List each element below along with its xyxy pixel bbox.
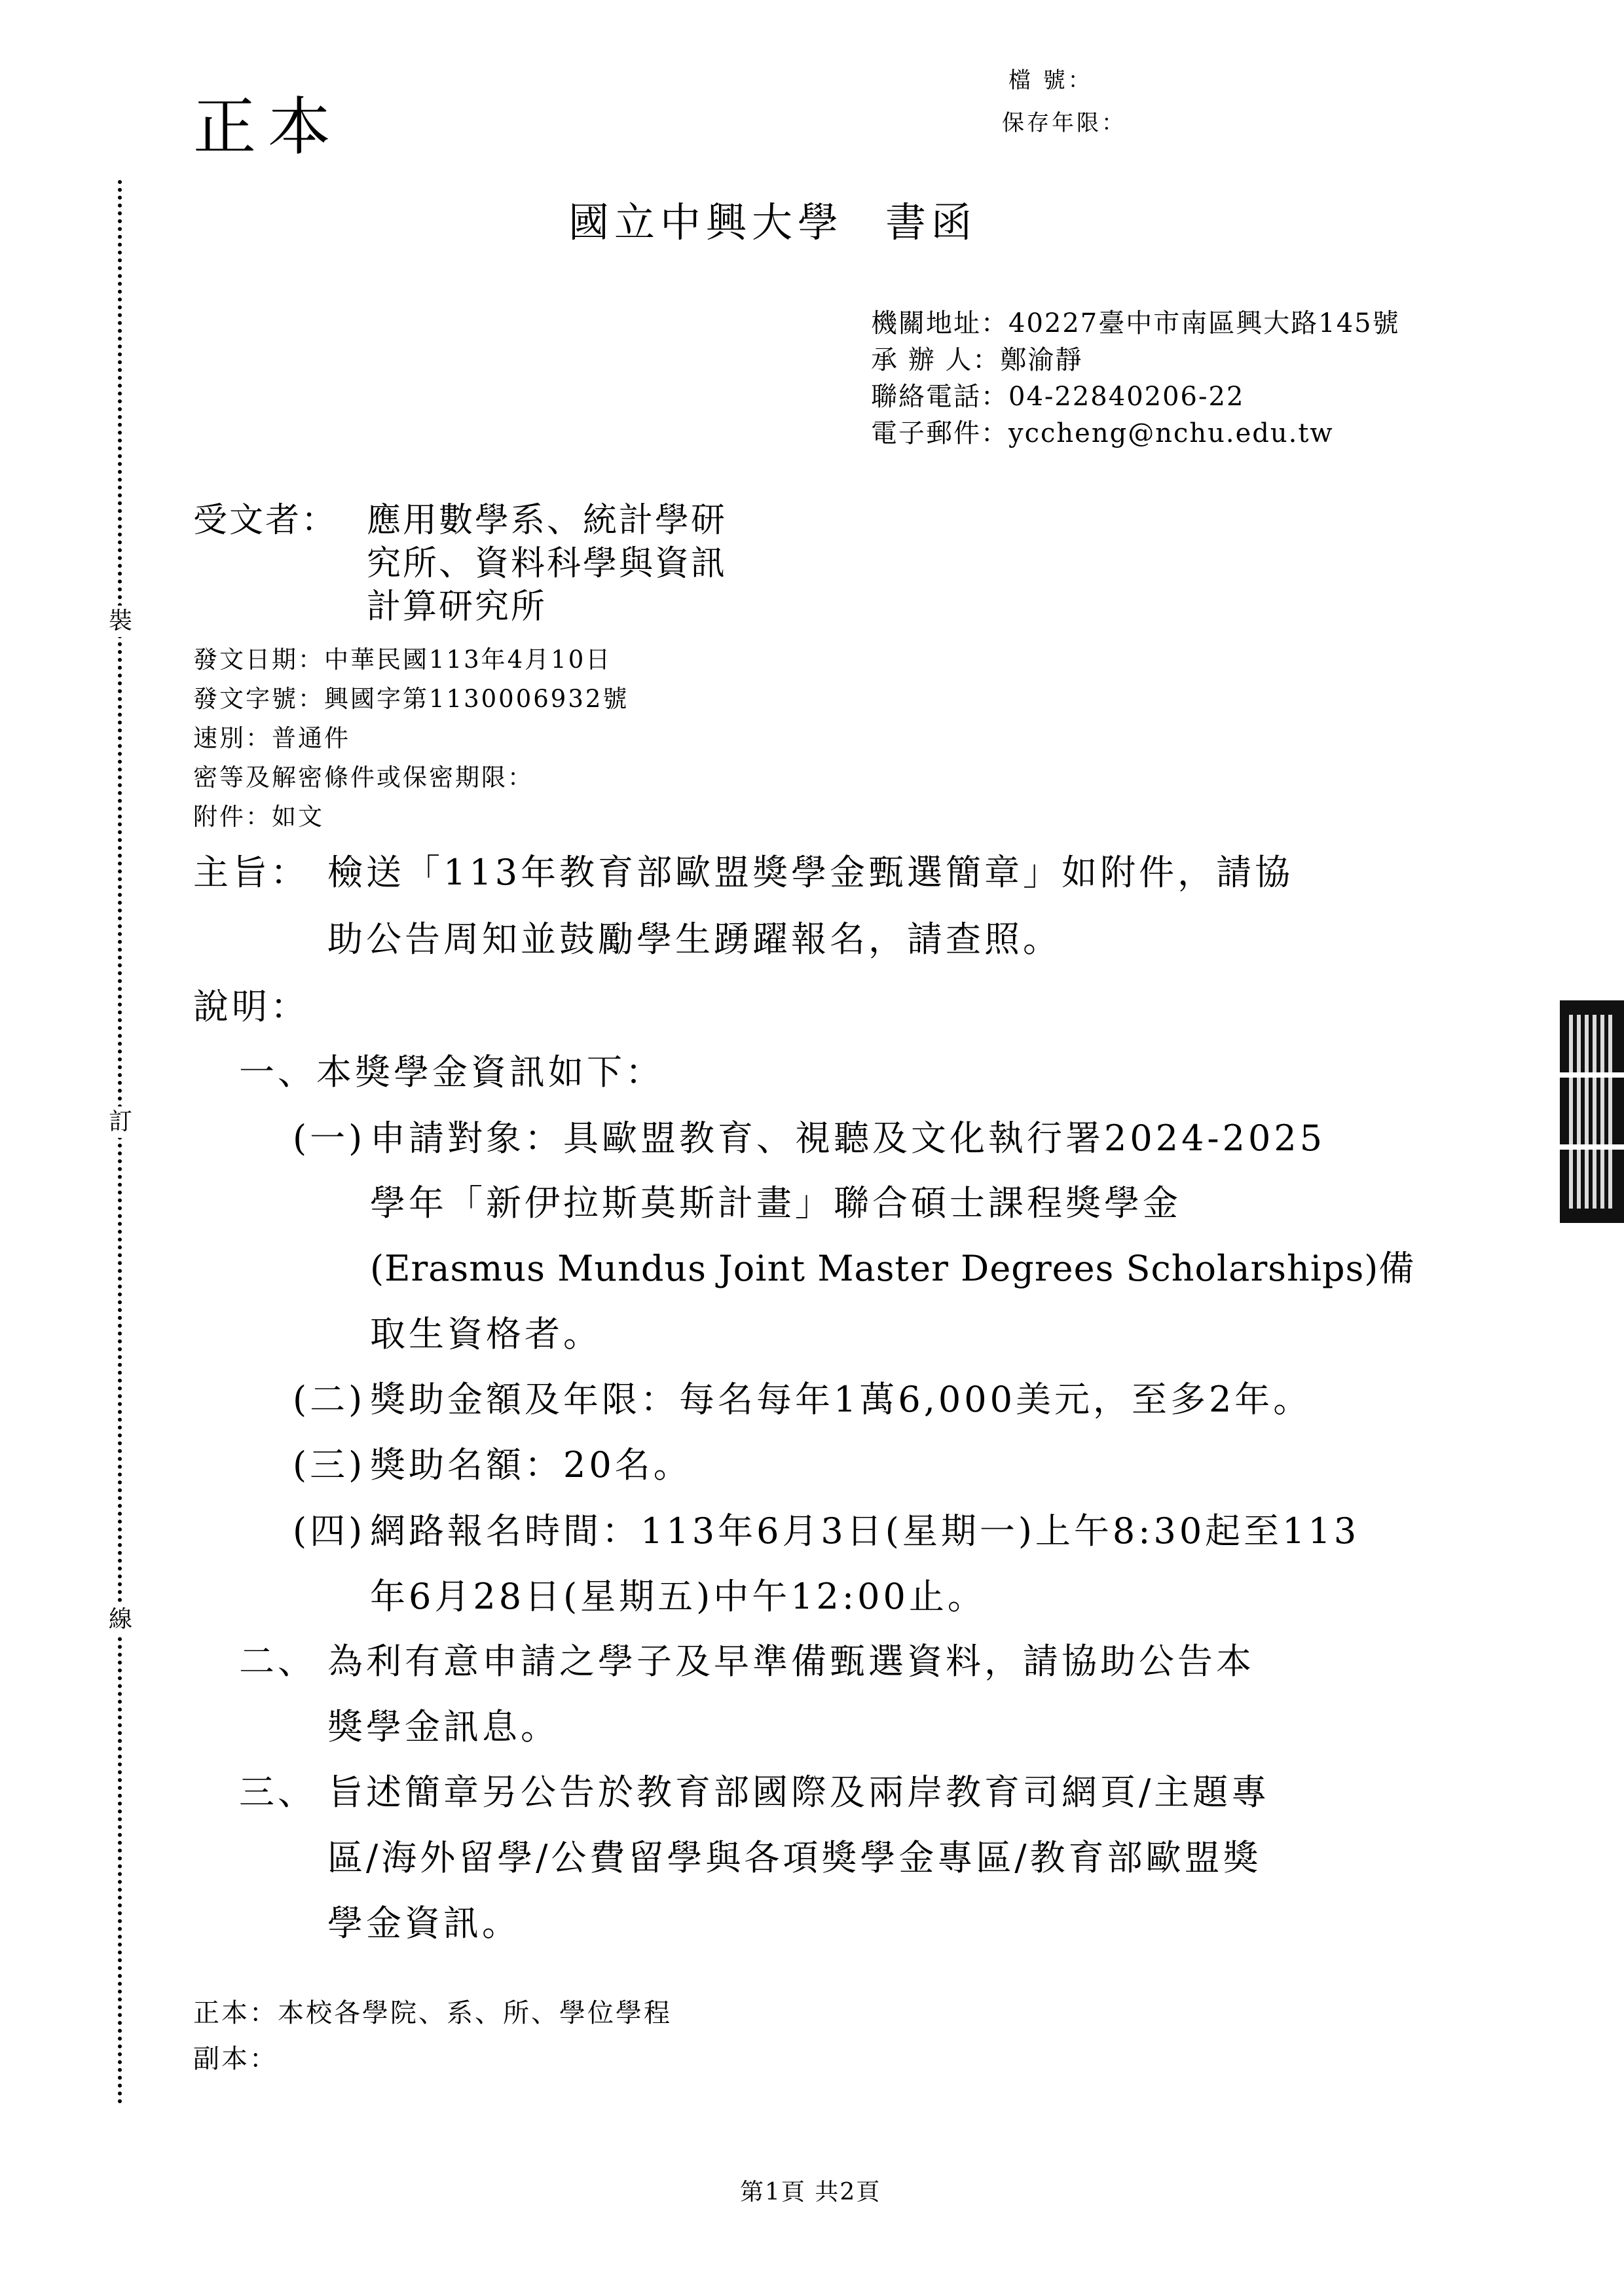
sub-item-marker: (三): [293, 1444, 366, 1485]
sub-item-marker: (一): [293, 1118, 366, 1159]
security-level: 密等及解密條件或保密期限：: [193, 763, 534, 792]
explanation-item-marker: 三、: [239, 1772, 316, 1813]
seal-stamp-pattern: [1569, 1015, 1615, 1209]
seal-stamp-bar: [1560, 1144, 1624, 1150]
explanation-item-line: 旨述簡章另公告於教育部國際及兩岸教育司網頁/主題專: [327, 1772, 1270, 1813]
subject-line: 檢送「113年教育部歐盟獎學金甄選簡章」如附件，請協: [327, 852, 1294, 893]
contact-block: [871, 305, 1400, 452]
explanation-item-line: 區/海外留學/公費留學與各項獎學金專區/教育部歐盟獎: [327, 1837, 1262, 1878]
page-number: 第1頁 共2頁: [740, 2179, 881, 2206]
sub-item-marker: (四): [293, 1510, 366, 1552]
sub-item-line: 學年「新伊拉斯莫斯計畫」聯合碩士課程獎學金: [370, 1182, 1181, 1224]
subject-label: 主旨：: [193, 852, 309, 893]
binding-mark-ding: 訂: [105, 1106, 136, 1138]
contact-email: 電子郵件：yccheng@nchu.edu.tw: [871, 418, 1334, 448]
contact-phone: 聯絡電話：04-22840206-22: [871, 382, 1245, 412]
document-info: [193, 640, 629, 837]
recipient-line: 應用數學系、統計學研: [367, 501, 728, 540]
handler-name: 承 辦 人：鄭渝靜: [871, 345, 1083, 375]
sub-item-line: 獎助名額：20名。: [370, 1444, 692, 1485]
original-recipients: 正本：本校各學院、系、所、學位學程: [193, 1998, 672, 2028]
binding-mark-zhuang: 裝: [105, 606, 136, 637]
issue-date: 發文日期：中華民國113年4月10日: [193, 646, 612, 674]
distribution-block: [193, 1990, 672, 2082]
explanation-item-marker: 二、: [239, 1641, 316, 1682]
recipient-line: 究所、資料科學與資訊: [367, 544, 728, 583]
document-title: [568, 190, 977, 248]
agency-address: 機關地址：40227臺中市南區興大路145號: [871, 308, 1400, 338]
recipient-names: [367, 499, 727, 629]
sub-item-line: 申請對象：具歐盟教育、視聽及文化執行署2024-2025: [370, 1118, 1326, 1159]
binding-dotted-line: [118, 180, 122, 2105]
copy-mark: 正本: [193, 90, 342, 164]
binding-mark-xian: 線: [105, 1604, 136, 1635]
sub-item-line: 獎助金額及年限：每名每年1萬6,000美元，至多2年。: [370, 1379, 1312, 1420]
sub-item-line: 年6月28日(星期五)中午12:00止。: [370, 1576, 986, 1617]
file-number-label: 檔 號：: [1008, 67, 1093, 94]
speed-class: 速別：普通件: [193, 724, 350, 752]
doc-type: 書函: [885, 198, 978, 246]
copy-recipients: 副本：: [193, 2044, 278, 2074]
explanation-item-line: 學金資訊。: [327, 1903, 521, 1944]
sub-item-line: 取生資格者。: [370, 1313, 602, 1355]
recipient-label: 受文者：: [193, 501, 338, 540]
sub-item-line: (Erasmus Mundus Joint Master Degrees Scholarships)備: [370, 1248, 1415, 1289]
sub-item-line: 網路報名時間：113年6月3日(星期一)上午8:30起至113: [370, 1510, 1360, 1552]
seal-stamp: [1560, 1000, 1624, 1223]
sub-item-marker: (二): [293, 1379, 366, 1420]
explanation-item-line: 獎學金訊息。: [327, 1706, 559, 1747]
explanation-item-1-heading: 一、本獎學金資訊如下：: [239, 1051, 664, 1093]
seal-stamp-bar: [1560, 1072, 1624, 1078]
org-name: 國立中興大學: [568, 198, 844, 246]
issue-number: 發文字號：興國字第1130006932號: [193, 685, 629, 713]
attachment-note: 附件：如文: [193, 803, 324, 831]
explanation-item-line: 為利有意申請之學子及早準備甄選資料，請協助公告本: [327, 1641, 1255, 1682]
explanation-label: 說明：: [193, 986, 309, 1027]
subject-line: 助公告周知並鼓勵學生踴躍報名，請查照。: [327, 919, 1061, 960]
retention-label: 保存年限：: [1002, 110, 1126, 136]
recipient-line: 計算研究所: [367, 587, 547, 627]
